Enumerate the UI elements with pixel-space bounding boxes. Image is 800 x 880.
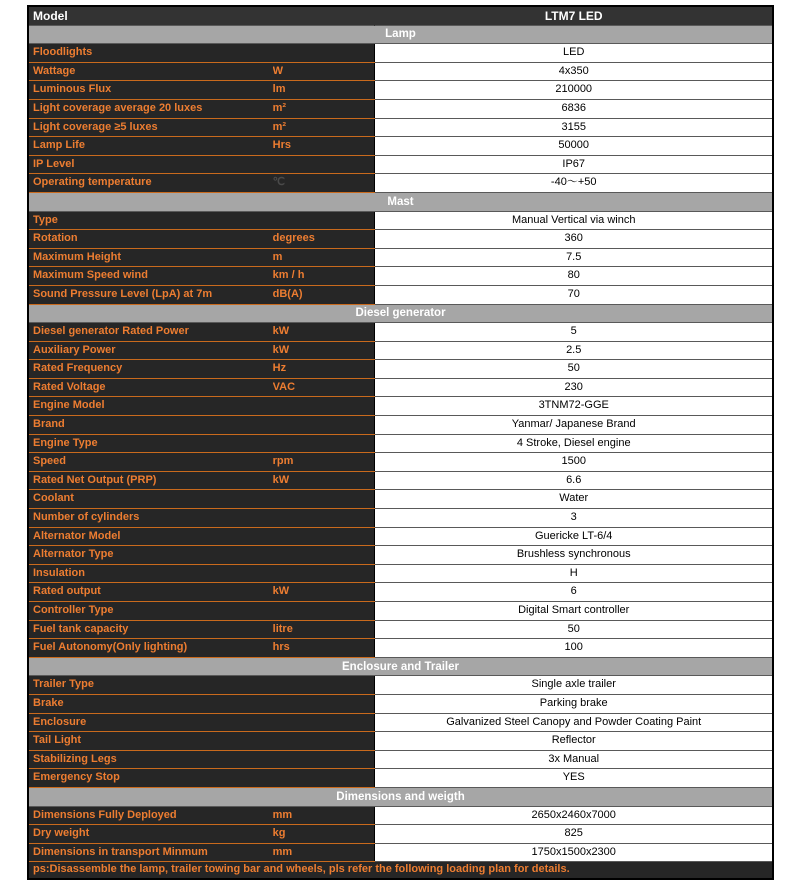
spec-value: 360 xyxy=(375,230,773,249)
spec-value: 1500 xyxy=(375,453,773,472)
spec-label: Alternator Model xyxy=(28,527,273,546)
footer-note: ps:Disassemble the lamp, trailer towing bar and wheels, pls refer the following loading plan for details. xyxy=(28,862,773,879)
spec-value: Single axle trailer xyxy=(375,676,773,695)
spec-value: Reflector xyxy=(375,732,773,751)
spec-row xyxy=(28,620,773,639)
spec-label: Engine Model xyxy=(28,397,273,416)
spec-row xyxy=(28,843,773,862)
spec-value: 7.5 xyxy=(375,248,773,267)
spec-label: Diesel generator Rated Power xyxy=(28,323,273,342)
spec-value: YES xyxy=(375,769,773,788)
spec-value: 1750x1500x2300 xyxy=(375,843,773,862)
spec-row xyxy=(28,416,773,435)
spec-value: 50000 xyxy=(375,137,773,156)
spec-row xyxy=(28,267,773,286)
spec-label: Sound Pressure Level (LpA) at 7m xyxy=(28,285,273,304)
spec-value: 6 xyxy=(375,583,773,602)
spec-label: Enclosure xyxy=(28,713,273,732)
spec-unit: hrs xyxy=(273,639,375,658)
spec-value: 210000 xyxy=(375,81,773,100)
spec-label: Maximum Speed wind xyxy=(28,267,273,286)
spec-unit: m xyxy=(273,248,375,267)
section-header-row xyxy=(28,25,773,44)
spec-unit: degrees xyxy=(273,230,375,249)
spec-unit xyxy=(273,676,375,695)
spec-unit xyxy=(273,713,375,732)
section-title: Dimensions and weigth xyxy=(28,787,773,806)
section-title: Lamp xyxy=(28,25,773,44)
spec-value: Parking brake xyxy=(375,694,773,713)
spec-value: 6.6 xyxy=(375,471,773,490)
spec-row xyxy=(28,564,773,583)
spec-label: Rated Net Output (PRP) xyxy=(28,471,273,490)
spec-label: Number of cylinders xyxy=(28,509,273,528)
section-header-row xyxy=(28,657,773,676)
spec-unit xyxy=(273,434,375,453)
spec-row xyxy=(28,62,773,81)
spec-label: Operating temperature xyxy=(28,174,273,193)
spec-label: Emergency Stop xyxy=(28,769,273,788)
spec-label: Light coverage average 20 luxes xyxy=(28,99,273,118)
spec-row xyxy=(28,732,773,751)
spec-row xyxy=(28,360,773,379)
spec-label: Fuel Autonomy(Only lighting) xyxy=(28,639,273,658)
spec-row xyxy=(28,81,773,100)
spec-unit: kW xyxy=(273,583,375,602)
spec-unit: kW xyxy=(273,341,375,360)
spec-value: Guericke LT-6/4 xyxy=(375,527,773,546)
spec-unit xyxy=(273,769,375,788)
spec-table-body xyxy=(28,6,773,879)
spec-unit: mm xyxy=(273,806,375,825)
section-header-row xyxy=(28,304,773,323)
spec-row xyxy=(28,546,773,565)
spec-label: Fuel tank capacity xyxy=(28,620,273,639)
spec-row xyxy=(28,341,773,360)
spec-unit: ℃ xyxy=(273,174,375,193)
spec-unit: kW xyxy=(273,323,375,342)
spec-row xyxy=(28,527,773,546)
spec-label: Rated output xyxy=(28,583,273,602)
spec-row xyxy=(28,639,773,658)
spec-unit xyxy=(273,211,375,230)
spec-unit: mm xyxy=(273,843,375,862)
section-title: Enclosure and Trailer xyxy=(28,657,773,676)
spec-value: 3155 xyxy=(375,118,773,137)
spec-label: Tail Light xyxy=(28,732,273,751)
spec-unit xyxy=(273,527,375,546)
spec-value: Galvanized Steel Canopy and Powder Coating Paint xyxy=(375,713,773,732)
spec-unit: Hrs xyxy=(273,137,375,156)
spec-unit xyxy=(273,416,375,435)
spec-value: 50 xyxy=(375,620,773,639)
spec-row xyxy=(28,285,773,304)
spec-value: 80 xyxy=(375,267,773,286)
spec-label: Brand xyxy=(28,416,273,435)
spec-unit xyxy=(273,732,375,751)
spec-value: 50 xyxy=(375,360,773,379)
spec-unit xyxy=(273,750,375,769)
spec-label: Controller Type xyxy=(28,602,273,621)
spec-unit xyxy=(273,509,375,528)
spec-label: Coolant xyxy=(28,490,273,509)
spec-label: Engine Type xyxy=(28,434,273,453)
spec-row xyxy=(28,174,773,193)
spec-label: IP Level xyxy=(28,155,273,174)
spec-row xyxy=(28,248,773,267)
spec-unit xyxy=(273,44,375,63)
spec-unit: VAC xyxy=(273,378,375,397)
spec-row xyxy=(28,471,773,490)
spec-value: -40～+50 xyxy=(375,174,773,193)
spec-row xyxy=(28,750,773,769)
spec-label: Dimensions in transport Minmum xyxy=(28,843,273,862)
spec-label: Rated Voltage xyxy=(28,378,273,397)
spec-value: 825 xyxy=(375,825,773,844)
spec-unit: lm xyxy=(273,81,375,100)
spec-row xyxy=(28,453,773,472)
spec-table xyxy=(27,5,774,880)
model-header-label: Model xyxy=(28,6,375,25)
spec-value: 6836 xyxy=(375,99,773,118)
footer-note-row xyxy=(28,862,773,879)
spec-unit: km / h xyxy=(273,267,375,286)
spec-row xyxy=(28,490,773,509)
spec-label: Stabilizing Legs xyxy=(28,750,273,769)
spec-value: H xyxy=(375,564,773,583)
spec-row xyxy=(28,602,773,621)
spec-label: Wattage xyxy=(28,62,273,81)
spec-row xyxy=(28,825,773,844)
spec-label: Insulation xyxy=(28,564,273,583)
spec-label: Speed xyxy=(28,453,273,472)
spec-label: Rotation xyxy=(28,230,273,249)
spec-label: Dry weight xyxy=(28,825,273,844)
spec-row xyxy=(28,434,773,453)
spec-unit: W xyxy=(273,62,375,81)
spec-row xyxy=(28,378,773,397)
spec-row xyxy=(28,713,773,732)
spec-unit xyxy=(273,564,375,583)
spec-value: 2650x2460x7000 xyxy=(375,806,773,825)
spec-label: Maximum Height xyxy=(28,248,273,267)
spec-unit: litre xyxy=(273,620,375,639)
spec-row xyxy=(28,397,773,416)
spec-value: Water xyxy=(375,490,773,509)
spec-value: 4x350 xyxy=(375,62,773,81)
spec-value: LED xyxy=(375,44,773,63)
spec-label: Lamp Life xyxy=(28,137,273,156)
spec-value: 70 xyxy=(375,285,773,304)
section-title: Diesel generator xyxy=(28,304,773,323)
spec-value: 230 xyxy=(375,378,773,397)
spec-value: 3 xyxy=(375,509,773,528)
spec-value: 2.5 xyxy=(375,341,773,360)
spec-value: Yanmar/ Japanese Brand xyxy=(375,416,773,435)
spec-row xyxy=(28,694,773,713)
spec-row xyxy=(28,509,773,528)
spec-value: 4 Stroke, Diesel engine xyxy=(375,434,773,453)
spec-label: Alternator Type xyxy=(28,546,273,565)
section-title: Mast xyxy=(28,192,773,211)
spec-label: Light coverage ≥5 luxes xyxy=(28,118,273,137)
spec-value: Manual Vertical via winch xyxy=(375,211,773,230)
spec-unit xyxy=(273,694,375,713)
spec-value: 5 xyxy=(375,323,773,342)
spec-unit xyxy=(273,602,375,621)
spec-unit: rpm xyxy=(273,453,375,472)
spec-unit: kW xyxy=(273,471,375,490)
spec-unit xyxy=(273,490,375,509)
spec-unit: m² xyxy=(273,118,375,137)
spec-row xyxy=(28,769,773,788)
spec-label: Auxiliary Power xyxy=(28,341,273,360)
spec-value: 3x Manual xyxy=(375,750,773,769)
spec-value: Brushless synchronous xyxy=(375,546,773,565)
spec-unit: m² xyxy=(273,99,375,118)
spec-unit xyxy=(273,397,375,416)
spec-value: 100 xyxy=(375,639,773,658)
spec-row xyxy=(28,230,773,249)
spec-label: Dimensions Fully Deployed xyxy=(28,806,273,825)
spec-label: Luminous Flux xyxy=(28,81,273,100)
spec-row xyxy=(28,676,773,695)
spec-unit xyxy=(273,155,375,174)
spec-value: Digital Smart controller xyxy=(375,602,773,621)
spec-row xyxy=(28,155,773,174)
spec-row xyxy=(28,211,773,230)
section-header-row xyxy=(28,787,773,806)
spec-unit: kg xyxy=(273,825,375,844)
spec-label: Type xyxy=(28,211,273,230)
spec-label: Trailer Type xyxy=(28,676,273,695)
spec-value: 3TNM72-GGE xyxy=(375,397,773,416)
spec-row xyxy=(28,323,773,342)
spec-row xyxy=(28,583,773,602)
spec-label: Floodlights xyxy=(28,44,273,63)
spec-row xyxy=(28,137,773,156)
spec-unit: Hz xyxy=(273,360,375,379)
spec-unit: dB(A) xyxy=(273,285,375,304)
spec-row xyxy=(28,806,773,825)
spec-label: Brake xyxy=(28,694,273,713)
model-header-value: LTM7 LED xyxy=(375,6,773,25)
spec-row xyxy=(28,99,773,118)
section-header-row xyxy=(28,192,773,211)
spec-value: IP67 xyxy=(375,155,773,174)
spec-label: Rated Frequency xyxy=(28,360,273,379)
spec-unit xyxy=(273,546,375,565)
spec-row xyxy=(28,118,773,137)
spec-row xyxy=(28,44,773,63)
model-header-row xyxy=(28,6,773,25)
